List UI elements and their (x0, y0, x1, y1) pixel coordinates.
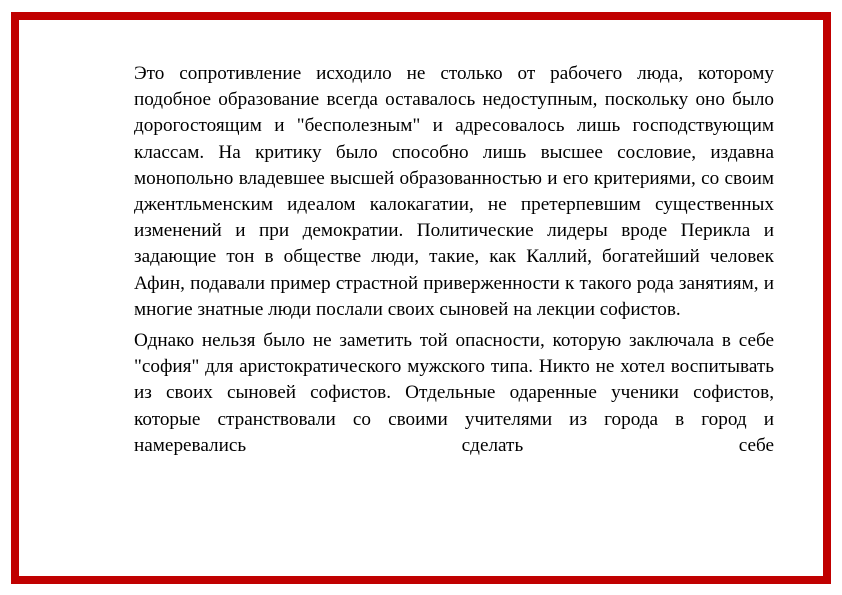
slide-text-block (134, 61, 774, 464)
paragraph-2: Однако нельзя было не заметить той опасности, которую заключала в себе "софия" для аристократического мужского типа. Никто не хотел воспитывать из своих сыновей софистов. Отдельные одаренные ученики софистов, которые странствовали со своими учителями из города в город и намеревались сделать себе (134, 330, 774, 456)
paragraph-1: Это сопротивление исходило не столько от рабочего люда, которому подобное образование всегда оставалось недоступным, поскольку оно было дорогостоящим и "бесполезным" и адресовалось лишь господствующим классам. На критику было способно лишь высшее сословие, издавна монопольно владевшее высшей образованностью и его критериями, со своим джентльменским идеалом калокагатии, не претерпевшим существенных изменений и при демократии. Политические лидеры вроде Перикла и задающие тон в обществе люди, такие, как Каллий, богатейший человек Афин, подавали пример страстной приверженности к такого рода занятиям, и многие знатные люди послали своих сыновей на лекции софистов. (134, 63, 774, 320)
